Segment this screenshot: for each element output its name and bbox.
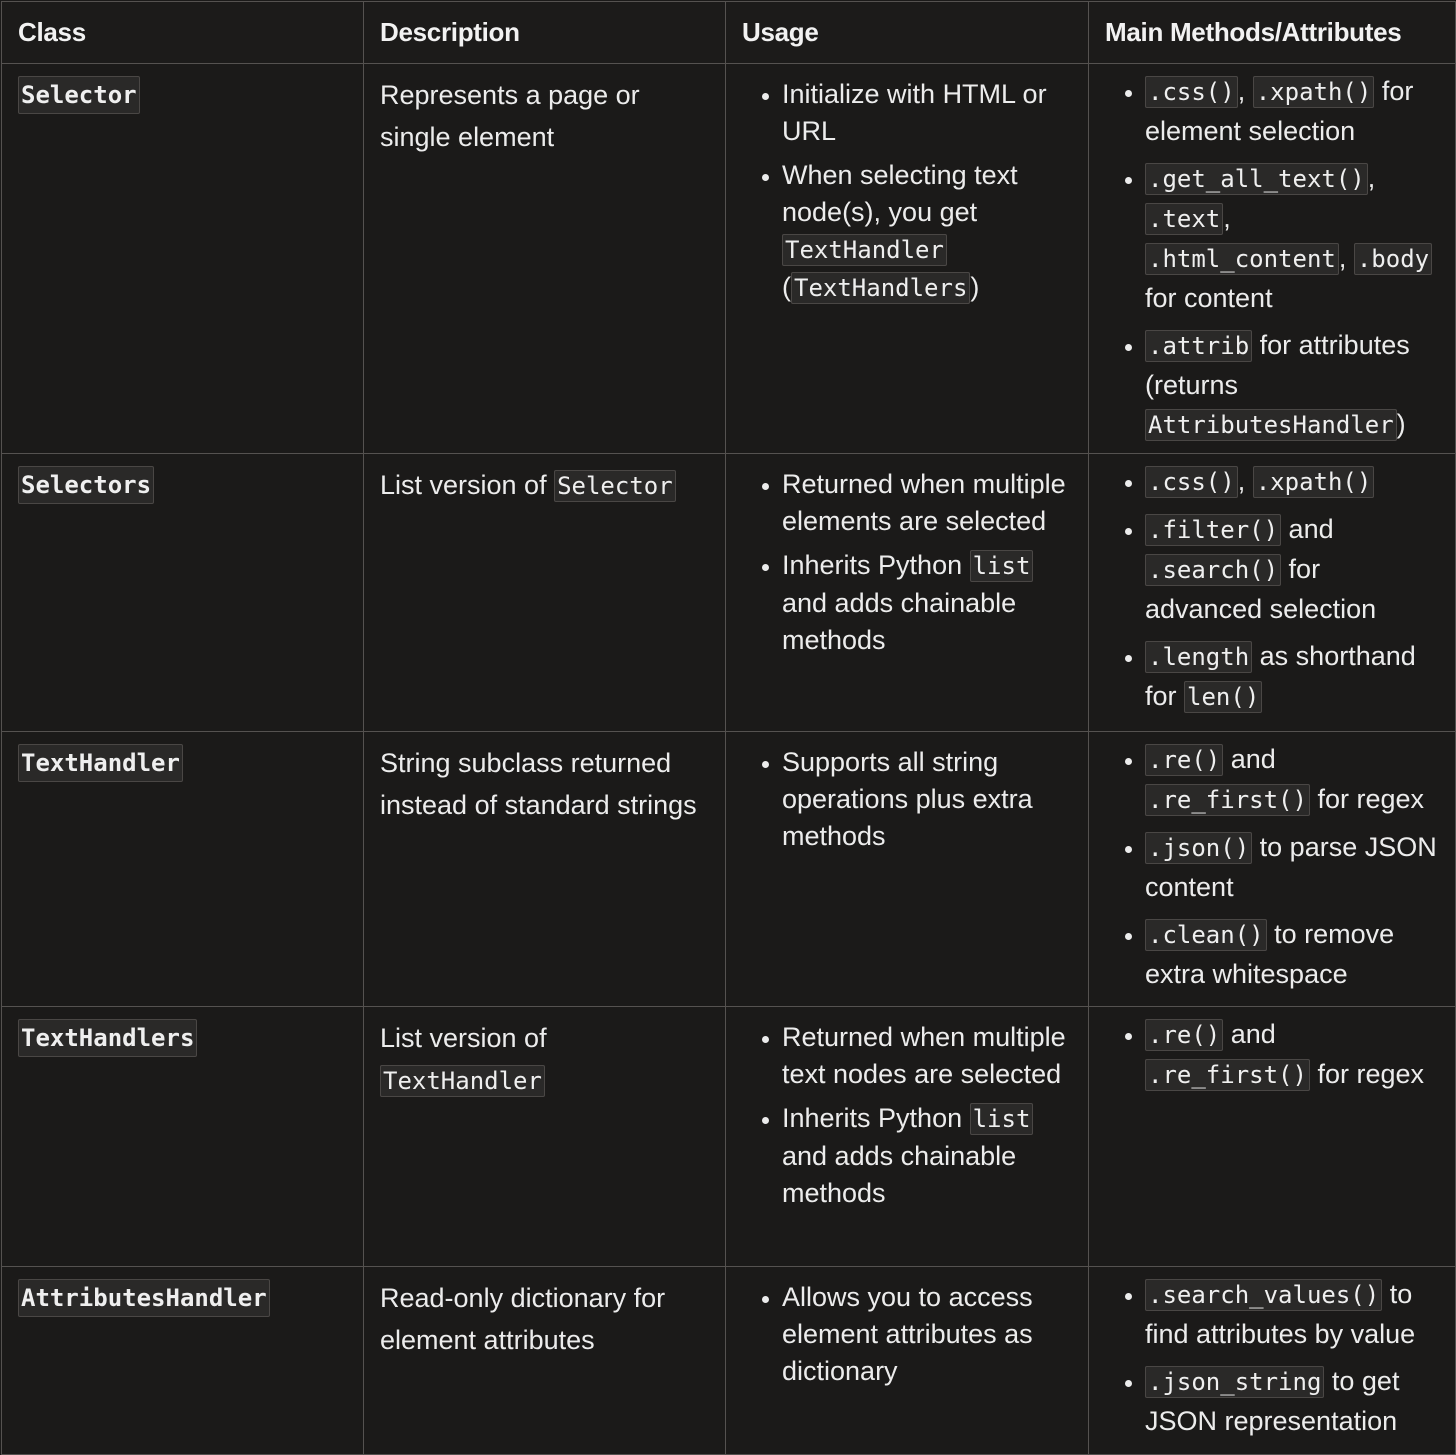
code-token: .length [1145,641,1252,673]
code-token: len() [1184,681,1262,713]
table-row [2,64,1456,454]
method-item: • .css() , .xpath() for element selection [1145,72,1439,151]
cell-class [2,1267,364,1455]
code-token: list [970,550,1034,582]
code-token: .re() [1145,1019,1223,1051]
method-item: • .re() and .re_first() for regex [1145,1015,1439,1095]
usage-item: • Returned when multiple text nodes are selected [782,1019,1072,1093]
header-usage: Usage [726,2,1089,64]
methods-list [1105,1275,1439,1441]
code-token: .re_first() [1145,1059,1310,1091]
class-name: Selector [18,76,140,114]
code-token: TextHandlers [791,272,970,304]
code-token: .re_first() [1145,784,1310,816]
description-text: String subclass returned instead of standard strings [380,748,697,820]
methods-list [1105,1015,1439,1095]
description-text: Represents a page or single element [380,80,640,152]
cell-usage [726,64,1089,454]
cell-usage [726,732,1089,1007]
table-row [2,1007,1456,1267]
method-item: • .length as shorthand for len() [1145,637,1439,717]
code-token: .filter() [1145,514,1281,546]
method-item: • .get_all_text() , .text , .html_content , .body for content [1145,159,1439,318]
usage-item: • Initialize with HTML or URL [782,76,1072,150]
header-description: Description [364,2,726,64]
code-token: .get_all_text() [1145,163,1368,195]
usage-item: • Returned when multiple elements are selected [782,466,1072,540]
usage-list [742,466,1072,659]
cell-usage [726,1007,1089,1267]
cell-methods [1089,1007,1456,1267]
usage-list [742,744,1072,855]
table-row [2,732,1456,1007]
cell-usage [726,454,1089,732]
header-row [2,2,1456,64]
cell-methods [1089,454,1456,732]
code-token: AttributesHandler [1145,409,1397,441]
cell-description [364,1267,726,1455]
code-token: .attrib [1145,330,1252,362]
code-token: .xpath() [1253,466,1375,498]
code-token: .xpath() [1253,76,1375,108]
cell-description [364,454,726,732]
usage-list [742,1019,1072,1212]
code-token: .css() [1145,76,1238,108]
description-text: List version of Selector [380,454,709,507]
method-item: • .json() to parse JSON content [1145,828,1439,907]
method-item: • .css() , .xpath() [1145,462,1439,502]
usage-item: • Inherits Python list and adds chainable methods [782,547,1072,659]
usage-list [742,76,1072,307]
methods-list [1105,740,1439,994]
code-token: .clean() [1145,919,1267,951]
code-token: TextHandler [782,234,947,266]
cell-class [2,732,364,1007]
cell-description [364,732,726,1007]
cell-methods [1089,732,1456,1007]
code-token: .body [1354,243,1432,275]
code-token: .json() [1145,832,1252,864]
class-name: Selectors [18,466,154,504]
cell-methods [1089,64,1456,454]
usage-list [742,1279,1072,1390]
code-token: .html_content [1145,243,1339,275]
method-item: • .re() and .re_first() for regex [1145,740,1439,820]
method-item: • .clean() to remove extra whitespace [1145,915,1439,994]
code-token: .search_values() [1145,1279,1382,1311]
method-item: • .filter() and .search() for advanced selection [1145,510,1439,629]
usage-item: • Inherits Python list and adds chainable methods [782,1100,1072,1212]
class-name: AttributesHandler [18,1279,270,1317]
code-token: Selector [554,470,676,502]
table-row [2,454,1456,732]
table-row [2,1267,1456,1455]
cell-description [364,1007,726,1267]
code-token: .re() [1145,744,1223,776]
cell-class [2,64,364,454]
description-text: List version of TextHandler [380,1023,547,1095]
table-body [2,64,1456,1455]
code-token: .search() [1145,554,1281,586]
usage-item: • When selecting text node(s), you get TextHandler ( TextHandlers ) [782,157,1072,307]
header-methods: Main Methods/Attributes [1089,2,1456,64]
method-item: • .search_values() to find attributes by value [1145,1275,1439,1354]
code-token: .text [1145,203,1223,235]
class-name: TextHandler [18,744,183,782]
method-item: • .attrib for attributes (returns AttributesHandler ) [1145,326,1439,445]
header-class: Class [2,2,364,64]
methods-list [1105,72,1439,445]
description-text: Read-only dictionary for element attributes [380,1283,666,1355]
code-token: .json_string [1145,1366,1324,1398]
code-token: list [970,1103,1034,1135]
methods-list [1105,462,1439,717]
class-reference-table [1,1,1456,1455]
usage-item: • Supports all string operations plus extra methods [782,744,1072,855]
class-name: TextHandlers [18,1019,197,1057]
cell-description [364,64,726,454]
code-token: .css() [1145,466,1238,498]
cell-methods [1089,1267,1456,1455]
usage-item: • Allows you to access element attributes as dictionary [782,1279,1072,1390]
code-token: TextHandler [380,1065,545,1097]
cell-class [2,454,364,732]
cell-class [2,1007,364,1267]
method-item: • .json_string to get JSON representation [1145,1362,1439,1441]
cell-usage [726,1267,1089,1455]
